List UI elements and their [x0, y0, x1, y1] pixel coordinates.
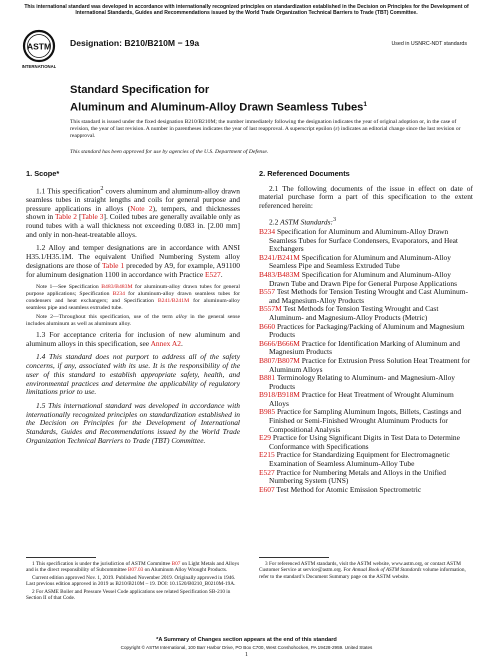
title-footnote-ref[interactable]: 1	[363, 100, 368, 108]
reference-code-link[interactable]: B918/B918M	[259, 390, 300, 400]
annex-a2-link[interactable]: Annex A2	[150, 338, 181, 348]
reference-title: Practices for Packaging/Packing of Aluminum and Magnesium Products	[269, 321, 465, 340]
reference-item	[259, 391, 473, 408]
e527-link[interactable]: E527	[205, 269, 221, 279]
page-number: 1	[245, 652, 248, 658]
b07-03-link[interactable]: B07.03	[127, 567, 144, 574]
reference-title: Test Methods for Tension Testing Wrought and Cast Aluminum- and Magnesium-Alloy Products	[269, 287, 468, 305]
designation: Designation: B210/B210M − 19a	[70, 38, 200, 48]
reference-item	[259, 254, 473, 271]
reference-item	[259, 408, 473, 434]
paragraph-1-3: 1.3 For acceptance criteria for inclusion of new aluminum and aluminum alloys in this specification, see Annex A2.	[26, 330, 240, 348]
reference-code-link[interactable]: B241/B241M	[259, 252, 300, 262]
b483-link[interactable]: B483/B483M	[101, 284, 133, 291]
reference-title: Practice for Using Significant Digits in Test Data to Determine Conformance with Specifications	[269, 433, 460, 451]
reference-title: Specification for Aluminum and Aluminum-Alloy Drawn Seamless Tubes for Surface Condensers, Evaporators, and Heat Exchangers	[269, 227, 458, 254]
reference-item	[259, 271, 473, 288]
reference-title: Practice for Numbering Metals and Alloys in the Unified Numbering System (UNS)	[269, 467, 446, 486]
b234-link[interactable]: B234	[112, 291, 125, 298]
reference-item	[259, 228, 473, 254]
b241-link[interactable]: B241/B241M	[157, 297, 190, 304]
paragraph-2-2: 2.2 ASTM Standards:$^3$	[269, 215, 337, 227]
reference-code-link[interactable]: B557	[259, 287, 276, 297]
reference-item	[259, 323, 473, 340]
b07-link[interactable]: B07	[171, 561, 181, 567]
reference-title: Specification for Aluminum and Aluminum-Alloy Drawn Tube and Drawn Pipe for General Purpose Applications	[269, 269, 457, 288]
paragraph-1-5: 1.5 This international standard was developed in accordance with internationally recognized principles on standardization established in the Decision on Principles for the Development of International Standards, Guides and Recommendations issued by the World Trade Organization Technical Barriers to Trade (TBT) Committee.	[26, 400, 240, 445]
reference-title: Test Method for Atomic Emission Spectrometric	[274, 484, 422, 494]
top-notice: This international standard was developed in accordance with internationally recognized principles on standardization established in the Decision on Principles for the Development of International Standards, Guides and Recommendations issued by the World Trade Organization Technical Barriers to Trade (TBT) Committee.	[24, 4, 469, 17]
reference-code-link[interactable]: E215	[259, 450, 275, 460]
footnote-2: 2 For ASME Boiler and Pressure Vessel Code applications see related Specification SB-210 in Section II of that Code.	[26, 588, 231, 602]
reference-item	[259, 340, 473, 357]
reference-item	[259, 469, 473, 486]
title-line-1: Standard Specification for	[70, 84, 210, 96]
issued-note: This standard is issued under the fixed designation B210/B210M; the number immediately following the designation indicates the year of original adoption or, in the case of revision, the year of last revision. A number in parentheses indicates the year of last reapproval. A superscript epsilon (ε) indicates an editorial change since the last revision or reapproval.	[70, 119, 461, 139]
footnote-rule-left	[26, 557, 96, 558]
reference-title: Practice for Standardizing Equipment for Electromagnetic Examination of Seamless Aluminum-Alloy Tube	[269, 450, 450, 469]
reference-code-link[interactable]: B483/B483M	[259, 269, 300, 279]
footnote-rule-right	[259, 557, 329, 558]
section-heading-references: 2. Referenced Documents	[259, 169, 350, 178]
footnotes-left	[26, 561, 240, 602]
title-line-2: Aluminum and Aluminum-Alloy Drawn Seamless Tubes$^1$	[70, 100, 368, 114]
paragraph-1-1: 1.1 This specification$^2$ covers aluminum and aluminum-alloy drawn seamless tubes in straight lengths and coils for general purpose and pressure applications in alloys (Note 2), tempers, and thicknesses shown in Table 2 [Table 3]. Coiled tubes are generally available only as round tubes with a wall thickness not exceeding 0.083 in. [2.00 mm] and only in non-heat-treatable alloys.	[26, 184, 240, 239]
used-in-note: Used in USNRC-NDT standards	[391, 41, 467, 47]
reference-code-link[interactable]: B660	[259, 321, 276, 331]
svg-text:ASTM: ASTM	[26, 41, 52, 52]
reference-title: Practice for Identification Marking of Aluminum and Magnesium Products	[269, 338, 460, 357]
right-column	[259, 170, 473, 494]
table-3-link[interactable]: Table 3	[81, 212, 104, 222]
table-2-link[interactable]: Table 2	[54, 212, 78, 222]
reference-item	[259, 288, 473, 305]
reference-title: Test Methods for Tension Testing Wrought and Cast Aluminum- and Magnesium-Alloy Products (Metric)	[269, 304, 439, 322]
reference-item	[259, 451, 473, 468]
note-2-link[interactable]: Note 2	[130, 203, 153, 213]
paragraph-1-4: 1.4 This standard does not purport to address all of the safety concerns, if any, associated with its use. It is the responsibility of the user of this standard to establish appropriate safety, health, and environmental practices and determine the applicability of regulatory limitations prior to use.	[26, 352, 240, 397]
reference-list	[259, 228, 473, 494]
reference-code-link[interactable]: E527	[259, 467, 275, 477]
page-title	[70, 84, 367, 115]
reference-title: Practice for Sampling Aluminum Ingots, Billets, Castings and Finished or Semi-Finished Wrought Aluminum Products for Compositional Analysis	[269, 407, 462, 434]
footnotes-right	[259, 561, 473, 581]
reference-title: Specification for Aluminum and Aluminum-Alloy Seamless Pipe and Seamless Extruded Tube	[269, 252, 451, 271]
reference-item	[259, 374, 473, 391]
reference-item	[259, 357, 473, 374]
reference-code-link[interactable]: E607	[259, 484, 275, 494]
approved-note: This standard has been approved for use by agencies of the U.S. Department of Defense.	[70, 149, 269, 155]
table-1-link[interactable]: Table 1	[102, 260, 125, 270]
paragraph-1-2: 1.2 Alloy and temper designations are in accordance with ANSI H35.1/H35.1M. The equivalent Unified Numbering System alloy designations are those of Table 1 preceded by A9, for example, A91100 for aluminum designation 1100 in accordance with Practice E527.	[26, 243, 240, 279]
reference-item	[259, 305, 473, 322]
reference-code-link[interactable]: B666/B666M	[259, 338, 300, 348]
copyright-line: Copyright © ASTM International, 100 Barr Harbor Drive, PO Box C700, West Conshohocken, PA 19428-2959. United States	[120, 645, 373, 650]
left-column	[26, 170, 240, 450]
footnote-1-edition: Current edition approved Nov. 1, 2019. Published November 2019. Originally approved in 1946. Last previous edition approved in 2019 as B210/B210M – 19. DOI: 10.1520/B0210_B0210M-19A.	[26, 574, 236, 588]
reference-item	[259, 434, 473, 451]
note-1: Note 1—See Specification B483/B483M for aluminum-alloy drawn tubes for general purpose applications; Specification B234 for aluminum-alloy drawn seamless tubes for condensers and heat exchangers; and Specification B241/B241M for aluminum-alloy seamless pipe and seamless extruded tube.	[26, 284, 241, 311]
svg-text:INTERNATIONAL: INTERNATIONAL	[22, 64, 56, 69]
footnote-3: 3 For referenced ASTM standards, visit the ASTM website, www.astm.org, or contact ASTM Customer Service at service@astm.org. For Annual Book of ASTM Standards volume information, refer to the standard’s Document Summary page on the ASTM website.	[259, 561, 466, 580]
section-heading-scope: 1. Scope*	[26, 169, 60, 178]
reference-item	[259, 486, 473, 495]
footnote-1: 1 This specification is under the jurisdiction of ASTM Committee B07 on Light Metals and Alloys and is the direct responsibility of Subcommittee B07.03 on Aluminum Alloy Wrought Products.	[26, 561, 240, 574]
note-2: Note 2—Throughout this specification, use of the term alloy in the general sense includes aluminum as well as aluminum alloy.	[26, 314, 240, 328]
reference-code-link[interactable]: B807/B807M	[259, 355, 300, 365]
reference-title: Terminology Relating to Aluminum- and Magnesium-Alloy Products	[269, 373, 456, 391]
reference-code-link[interactable]: B881	[259, 373, 276, 383]
reference-code-link[interactable]: B557M	[259, 304, 282, 314]
astm-logo	[22, 29, 56, 71]
reference-code-link[interactable]: E29	[259, 433, 271, 443]
reference-title: Practice for Heat Treatment of Wrought Aluminum Alloys	[269, 390, 454, 408]
summary-of-changes-note: *A Summary of Changes section appears at the end of this standard	[156, 637, 337, 643]
reference-code-link[interactable]: B234	[259, 227, 276, 236]
reference-code-link[interactable]: B985	[259, 407, 276, 417]
reference-title: Practice for Extrusion Press Solution Heat Treatment for Aluminum Alloys	[269, 355, 471, 374]
paragraph-2-1: 2.1 The following documents of the issue in effect on date of material purchase form a part of this specification to the extent referenced herein:	[259, 183, 473, 211]
